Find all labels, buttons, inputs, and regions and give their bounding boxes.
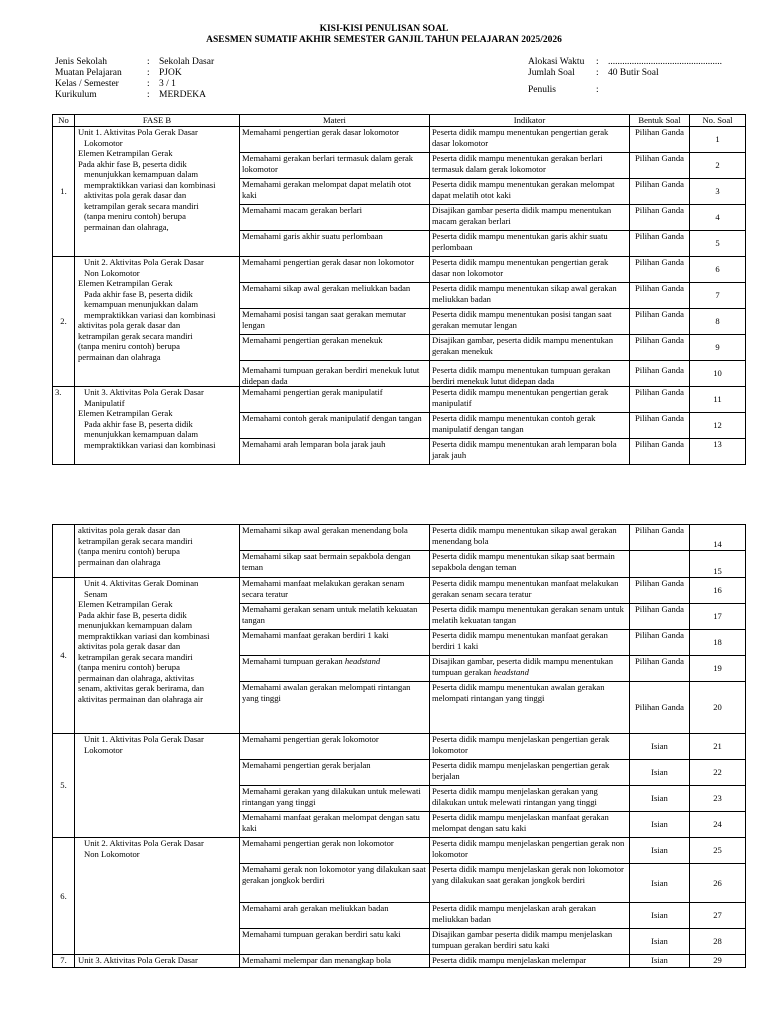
indikator-cell: Peserta didik mampu menentukan gerakan melompat dapat melatih otot kaki <box>430 179 630 205</box>
materi-cell: Memahami pengertian gerak manipulatif <box>240 387 430 413</box>
materi-cell: Memahami arah gerakan meliukkan badan <box>240 903 430 929</box>
materi-cell: Memahami melempar dan menangkap bola <box>240 955 430 968</box>
fase-line: Elemen Ketrampilan Gerak <box>78 148 173 158</box>
fase-line: Pada akhir fase B, peserta didik <box>84 288 193 299</box>
nosoal-cell: 27 <box>690 903 746 929</box>
fase-line: menunjukkan kemampuan dalam <box>84 429 199 439</box>
meta-row <box>55 68 214 79</box>
table-row <box>53 387 746 413</box>
materi-cell: Memahami gerak non lokomotor yang dilakukan saat gerakan jongkok berdiri <box>240 864 430 903</box>
nosoal-cell: 20 <box>690 682 746 734</box>
nosoal-cell: 23 <box>690 786 746 812</box>
bentuk-cell: Isian <box>630 838 690 864</box>
indikator-cell: Disajikan gambar peserta didik mampu menjelaskan tumpuan gerakan berdiri satu kaki <box>430 929 630 955</box>
indikator-cell: Peserta didik mampu menjelaskan melempar <box>430 955 630 968</box>
indikator-cell: Peserta didik mampu menjelaskan pengertian gerak non lokomotor <box>430 838 630 864</box>
materi-cell: Memahami sikap awal gerakan menendang bola <box>240 525 430 551</box>
meta-value: Sekolah Dasar <box>159 57 215 67</box>
indikator-cell: Peserta didik mampu menentukan sikap awal gerakan meliukkan badan <box>430 283 630 309</box>
fase-line: (tanpa meniru contoh) berupa <box>78 662 180 672</box>
meta-sep: : <box>147 68 150 78</box>
meta-label: Kurikulum <box>55 90 97 100</box>
fase-line: Pada akhir fase B, peserta didik <box>78 609 187 620</box>
fase-line: Unit 1. Aktivitas Pola Gerak Dasar <box>84 734 204 744</box>
document-subtitle: ASESMEN SUMATIF AKHIR SEMESTER GANJIL TAHUN PELAJARAN 2025/2026 <box>206 35 562 45</box>
nosoal-cell: 9 <box>690 335 746 361</box>
col-header-indikator: Indikator <box>430 115 630 127</box>
group-number: 7. <box>53 955 75 968</box>
meta-row <box>55 79 214 90</box>
fase-line: aktivitas pola gerak dasar dan <box>78 641 181 651</box>
fase-line: Elemen Ketrampilan Gerak <box>78 599 173 609</box>
col-header-materi: Materi <box>240 115 430 127</box>
fase-line: aktivitas pola gerak dasar dan <box>78 525 181 535</box>
bentuk-cell: Pilihan Ganda <box>630 630 690 656</box>
materi-cell: Memahami awalan gerakan melompati rintangan yang tinggi <box>240 682 430 734</box>
indikator-cell: Peserta didik mampu menjelaskan arah gerakan meliukkan badan <box>430 903 630 929</box>
fase-line: Elemen Ketrampilan Gerak <box>78 278 173 288</box>
meta-sep: : <box>596 57 599 67</box>
fase-line: ketrampilan gerak secara mandiri <box>84 200 199 211</box>
meta-sep: : <box>147 57 150 67</box>
materi-cell: Memahami pengertian gerakan menekuk <box>240 335 430 361</box>
fase-line: Elemen Ketrampilan Gerak <box>78 408 173 418</box>
nosoal-cell: 1 <box>690 127 746 153</box>
bentuk-cell: Isian <box>630 903 690 929</box>
meta-label: Muatan Pelajaran <box>55 68 122 78</box>
meta-row <box>528 85 722 96</box>
nosoal-cell: 25 <box>690 838 746 864</box>
fase-line: aktivitas permainan dan olahraga air <box>78 693 204 704</box>
indikator-cell: Peserta didik mampu menjelaskan manfaat gerakan melompat dengan satu kaki <box>430 812 630 838</box>
bentuk-cell: Pilihan Ganda <box>630 127 690 153</box>
materi-cell: Memahami pengertian gerak berjalan <box>240 760 430 786</box>
materi-cell: Memahami gerakan yang dilakukan untuk melewati rintangan yang tinggi <box>240 786 430 812</box>
fase-line: Non Lokomotor <box>84 848 140 859</box>
indikator-cell: Peserta didik mampu menentukan posisi tangan saat gerakan memutar lengan <box>430 309 630 335</box>
fase-line: permainan dan olahraga, aktivitas <box>78 672 194 683</box>
meta-value: ................................................ <box>608 57 722 67</box>
nosoal-cell: 15 <box>690 551 746 578</box>
col-header-bentuk: Bentuk Soal <box>630 115 690 127</box>
fase-line: ketrampilan gerak secara mandiri <box>78 651 193 662</box>
group-number: 6. <box>53 838 75 955</box>
nosoal-cell: 12 <box>690 413 746 439</box>
meta-label: Jenis Sekolah <box>55 57 107 67</box>
indikator-cell: Peserta didik mampu menentukan gerakan senam untuk melatih kekuatan tangan <box>430 604 630 630</box>
table-row <box>53 955 746 968</box>
fase-cell <box>75 955 240 968</box>
nosoal-cell: 28 <box>690 929 746 955</box>
nosoal-cell: 19 <box>690 656 746 682</box>
bentuk-cell: Pilihan Ganda <box>630 283 690 309</box>
indikator-cell: Disajikan gambar peserta didik mampu menentukan macam gerakan berlari <box>430 205 630 231</box>
materi-cell: Memahami manfaat gerakan berdiri 1 kaki <box>240 630 430 656</box>
bentuk-cell: Isian <box>630 955 690 968</box>
meta-row <box>55 90 214 101</box>
group-number <box>53 525 75 578</box>
bentuk-cell: Pilihan Ganda <box>630 309 690 335</box>
bentuk-cell: Pilihan Ganda <box>630 335 690 361</box>
meta-row <box>528 57 722 68</box>
materi-cell: Memahami posisi tangan saat gerakan memutar lengan <box>240 309 430 335</box>
meta-row <box>528 68 722 79</box>
nosoal-cell: 26 <box>690 864 746 903</box>
bentuk-cell: Pilihan Ganda <box>630 231 690 257</box>
indikator-cell: Peserta didik mampu menentukan contoh gerak manipulatif dengan tangan <box>430 413 630 439</box>
fase-line: permainan dan olahraga <box>78 351 161 362</box>
nosoal-cell: 21 <box>690 734 746 760</box>
bentuk-cell: Pilihan Ganda <box>630 656 690 682</box>
materi-cell: Memahami manfaat melakukan gerakan senam secara teratur <box>240 578 430 604</box>
materi-cell: Memahami tumpuan gerakan berdiri menekuk lutut didepan dada <box>240 361 430 387</box>
fase-line: mempraktikkan variasi dan kombinasi <box>84 179 216 190</box>
materi-cell: Memahami arah lemparan bola jarak jauh <box>240 439 430 465</box>
table-row <box>53 838 746 864</box>
bentuk-cell: Pilihan Ganda <box>630 604 690 630</box>
bentuk-cell: Pilihan Ganda <box>630 413 690 439</box>
materi-cell: Memahami gerakan senam untuk melatih kekuatan tangan <box>240 604 430 630</box>
fase-line: Pada akhir fase B, peserta didik <box>84 418 193 429</box>
col-header-fase: FASE B <box>75 115 240 127</box>
fase-cell <box>75 734 240 838</box>
bentuk-cell: Isian <box>630 734 690 760</box>
fase-line: permainan dan olahraga <box>78 556 161 567</box>
materi-cell: Memahami pengertian gerak dasar non lokomotor <box>240 257 430 283</box>
nosoal-cell: 17 <box>690 604 746 630</box>
nosoal-cell: 7 <box>690 283 746 309</box>
fase-cell <box>75 127 240 257</box>
indikator-cell: Peserta didik mampu menjelaskan gerak non lokomotor yang dilakukan saat gerakan jongkok berdiri <box>430 864 630 903</box>
indikator-cell: Peserta didik mampu menentukan sikap awal gerakan menendang bola <box>430 525 630 551</box>
nosoal-cell: 14 <box>690 525 746 551</box>
bentuk-cell: Isian <box>630 812 690 838</box>
indikator-cell: Peserta didik mampu menjelaskan pengertian gerak lokomotor <box>430 734 630 760</box>
fase-line: ketrampilan gerak secara mandiri <box>78 330 193 341</box>
bentuk-cell: Pilihan Ganda <box>630 257 690 283</box>
col-header-no: No <box>53 115 75 127</box>
nosoal-cell: 5 <box>690 231 746 257</box>
fase-line: Unit 2. Aktivitas Pola Gerak Dasar <box>84 257 204 267</box>
fase-line: Senam <box>84 588 108 599</box>
meta-label: Penulis <box>528 85 556 95</box>
indikator-cell: Disajikan gambar, peserta didik mampu menentukan gerakan menekuk <box>430 335 630 361</box>
nosoal-cell: 18 <box>690 630 746 656</box>
bentuk-cell: Pilihan Ganda <box>630 205 690 231</box>
materi-cell: Memahami pengertian gerak lokomotor <box>240 734 430 760</box>
fase-line: Lokomotor <box>84 137 123 148</box>
bentuk-cell: Isian <box>630 786 690 812</box>
indikator-cell: Peserta didik mampu menentukan arah lemparan bola jarak jauh <box>430 439 630 465</box>
indikator-cell: Peserta didik mampu menentukan gerakan berlari termasuk dalam gerak lokomotor <box>430 153 630 179</box>
indikator-cell: Disajikan gambar, peserta didik mampu menentukan tumpuan gerakan headstand <box>430 656 630 682</box>
bentuk-cell: Pilihan Ganda <box>630 179 690 205</box>
fase-line: Unit 4. Aktivitas Gerak Dominan <box>84 578 199 588</box>
meta-value: PJOK <box>159 68 182 78</box>
fase-line: Non Lokomotor <box>84 267 140 278</box>
document-title: KISI-KISI PENULISAN SOAL <box>319 24 449 34</box>
bentuk-cell: Pilihan Ganda <box>630 439 690 465</box>
table-row <box>53 734 746 760</box>
meta-sep: : <box>147 79 150 89</box>
indikator-cell: Peserta didik mampu menentukan tumpuan gerakan berdiri menekuk lutut didepan dada <box>430 361 630 387</box>
indikator-cell: Peserta didik mampu menentukan awalan gerakan melompati rintangan yang tinggi <box>430 682 630 734</box>
fase-cell <box>75 525 240 578</box>
materi-cell: Memahami sikap awal gerakan meliukkan badan <box>240 283 430 309</box>
materi-cell: Memahami manfaat gerakan melompat dengan satu kaki <box>240 812 430 838</box>
nosoal-cell: 16 <box>690 578 746 604</box>
fase-line: Pada akhir fase B, peserta didik <box>78 158 187 169</box>
nosoal-cell: 24 <box>690 812 746 838</box>
table-row <box>53 525 746 551</box>
indikator-cell: Peserta didik mampu menentukan garis akhir suatu perlombaan <box>430 231 630 257</box>
bentuk-cell: Pilihan Ganda <box>630 387 690 413</box>
nosoal-cell: 8 <box>690 309 746 335</box>
bentuk-cell: Pilihan Ganda <box>630 153 690 179</box>
fase-line: aktivitas pola gerak dasar dan <box>78 320 181 330</box>
nosoal-cell: 10 <box>690 361 746 387</box>
materi-cell: Memahami tumpuan gerakan headstand <box>240 656 430 682</box>
materi-cell: Memahami garis akhir suatu perlombaan <box>240 231 430 257</box>
group-number: 1. <box>53 127 75 257</box>
table-header-row <box>53 115 746 127</box>
meta-right <box>528 57 722 96</box>
bentuk-cell: Isian <box>630 760 690 786</box>
materi-cell: Memahami gerakan berlari termasuk dalam gerak lokomotor <box>240 153 430 179</box>
fase-cell <box>75 387 240 465</box>
meta-left <box>55 57 214 101</box>
fase-line: Unit 3. Aktivitas Pola Gerak Dasar <box>84 387 204 397</box>
nosoal-cell: 2 <box>690 153 746 179</box>
materi-cell: Memahami gerakan melompat dapat melatih otot kaki <box>240 179 430 205</box>
fase-line: permainan dan olahraga, <box>84 221 169 232</box>
kisi-table-page-1 <box>52 114 746 465</box>
fase-line: Lokomotor <box>84 744 123 755</box>
fase-line: senam, aktivitas gerak berirama, dan <box>78 683 204 693</box>
bentuk-cell: Pilihan Ganda <box>630 525 690 551</box>
fase-cell <box>75 257 240 387</box>
group-number: 3. <box>53 387 75 465</box>
materi-cell: Memahami sikap saat bermain sepakbola dengan teman <box>240 551 430 578</box>
indikator-cell: Peserta didik mampu menentukan manfaat melakukan gerakan senam secara teratur <box>430 578 630 604</box>
meta-label: Kelas / Semester <box>55 79 119 89</box>
indikator-cell: Peserta didik mampu menentukan pengertian gerak dasar non lokomotor <box>430 257 630 283</box>
meta-value: 40 Butir Soal <box>608 68 659 78</box>
materi-cell: Memahami tumpuan gerakan berdiri satu kaki <box>240 929 430 955</box>
bentuk-cell: Pilihan Ganda <box>630 361 690 387</box>
bentuk-cell: Isian <box>630 864 690 903</box>
meta-row <box>55 57 214 68</box>
meta-sep: : <box>596 68 599 78</box>
nosoal-cell: 4 <box>690 205 746 231</box>
materi-cell: Memahami pengertian gerak non lokomotor <box>240 838 430 864</box>
bentuk-cell: Pilihan Ganda <box>630 682 690 734</box>
fase-line: menunjukkan kemampuan dalam <box>84 169 199 179</box>
meta-value: MERDEKA <box>159 90 206 100</box>
kisi-table-page-2 <box>52 524 746 968</box>
meta-value: 3 / 1 <box>159 79 176 89</box>
meta-label: Alokasi Waktu <box>528 57 585 67</box>
fase-cell <box>75 578 240 734</box>
fase-line: menunjukkan kemampuan dalam <box>78 620 193 630</box>
nosoal-cell: 3 <box>690 179 746 205</box>
fase-line: kemampuan menunjukkan dalam <box>84 299 199 309</box>
indikator-cell: Peserta didik mampu menentukan manfaat gerakan berdiri 1 kaki <box>430 630 630 656</box>
indikator-cell: Peserta didik mampu menjelaskan pengertian gerak berjalan <box>430 760 630 786</box>
fase-line: (tanpa meniru contoh) berupa <box>84 211 186 221</box>
col-header-nosoal: No. Soal <box>690 115 746 127</box>
fase-line: Unit 2. Aktivitas Pola Gerak Dasar <box>84 838 204 848</box>
indikator-cell: Peserta didik mampu menentukan pengertian gerak dasar lokomotor <box>430 127 630 153</box>
bentuk-cell: Pilihan Ganda <box>630 578 690 604</box>
indikator-cell: Peserta didik mampu menentukan pengertian gerak manipulatif <box>430 387 630 413</box>
bentuk-cell <box>630 551 690 578</box>
meta-sep: : <box>147 90 150 100</box>
nosoal-cell: 29 <box>690 955 746 968</box>
meta-label: Jumlah Soal <box>528 68 575 78</box>
indikator-cell: Peserta didik mampu menjelaskan gerakan yang dilakukan untuk melewati rintangan yang tinggi <box>430 786 630 812</box>
materi-cell: Memahami pengertian gerak dasar lokomotor <box>240 127 430 153</box>
nosoal-cell: 22 <box>690 760 746 786</box>
indikator-cell: Peserta didik mampu menentukan sikap saat bermain sepakbola dengan teman <box>430 551 630 578</box>
fase-line: Unit 1. Aktivitas Pola Gerak Dasar <box>78 127 198 137</box>
meta-sep: : <box>596 85 599 95</box>
fase-line: mempraktikkan variasi dan kombinasi <box>84 309 216 320</box>
materi-cell: Memahami contoh gerak manipulatif dengan tangan <box>240 413 430 439</box>
nosoal-cell: 6 <box>690 257 746 283</box>
fase-cell <box>75 838 240 955</box>
fase-line: mempraktikkan variasi dan kombinasi <box>78 630 210 641</box>
materi-cell: Memahami macam gerakan berlari <box>240 205 430 231</box>
fase-line: Manipulatif <box>84 397 125 408</box>
fase-line: (tanpa meniru contoh) berupa <box>78 546 180 556</box>
nosoal-cell: 11 <box>690 387 746 413</box>
group-number: 4. <box>53 578 75 734</box>
table-row <box>53 578 746 604</box>
table-row <box>53 127 746 153</box>
fase-line: (tanpa meniru contoh) berupa <box>78 341 180 351</box>
nosoal-cell: 13 <box>690 439 746 465</box>
fase-line: mempraktikkan variasi dan kombinasi <box>84 439 216 450</box>
fase-line: aktivitas pola gerak dasar dan <box>84 190 187 200</box>
group-number: 2. <box>53 257 75 387</box>
group-number: 5. <box>53 734 75 838</box>
fase-line: ketrampilan gerak secara mandiri <box>78 535 193 546</box>
fase-line: Unit 3. Aktivitas Pola Gerak Dasar <box>78 955 198 965</box>
bentuk-cell: Isian <box>630 929 690 955</box>
table-row <box>53 257 746 283</box>
